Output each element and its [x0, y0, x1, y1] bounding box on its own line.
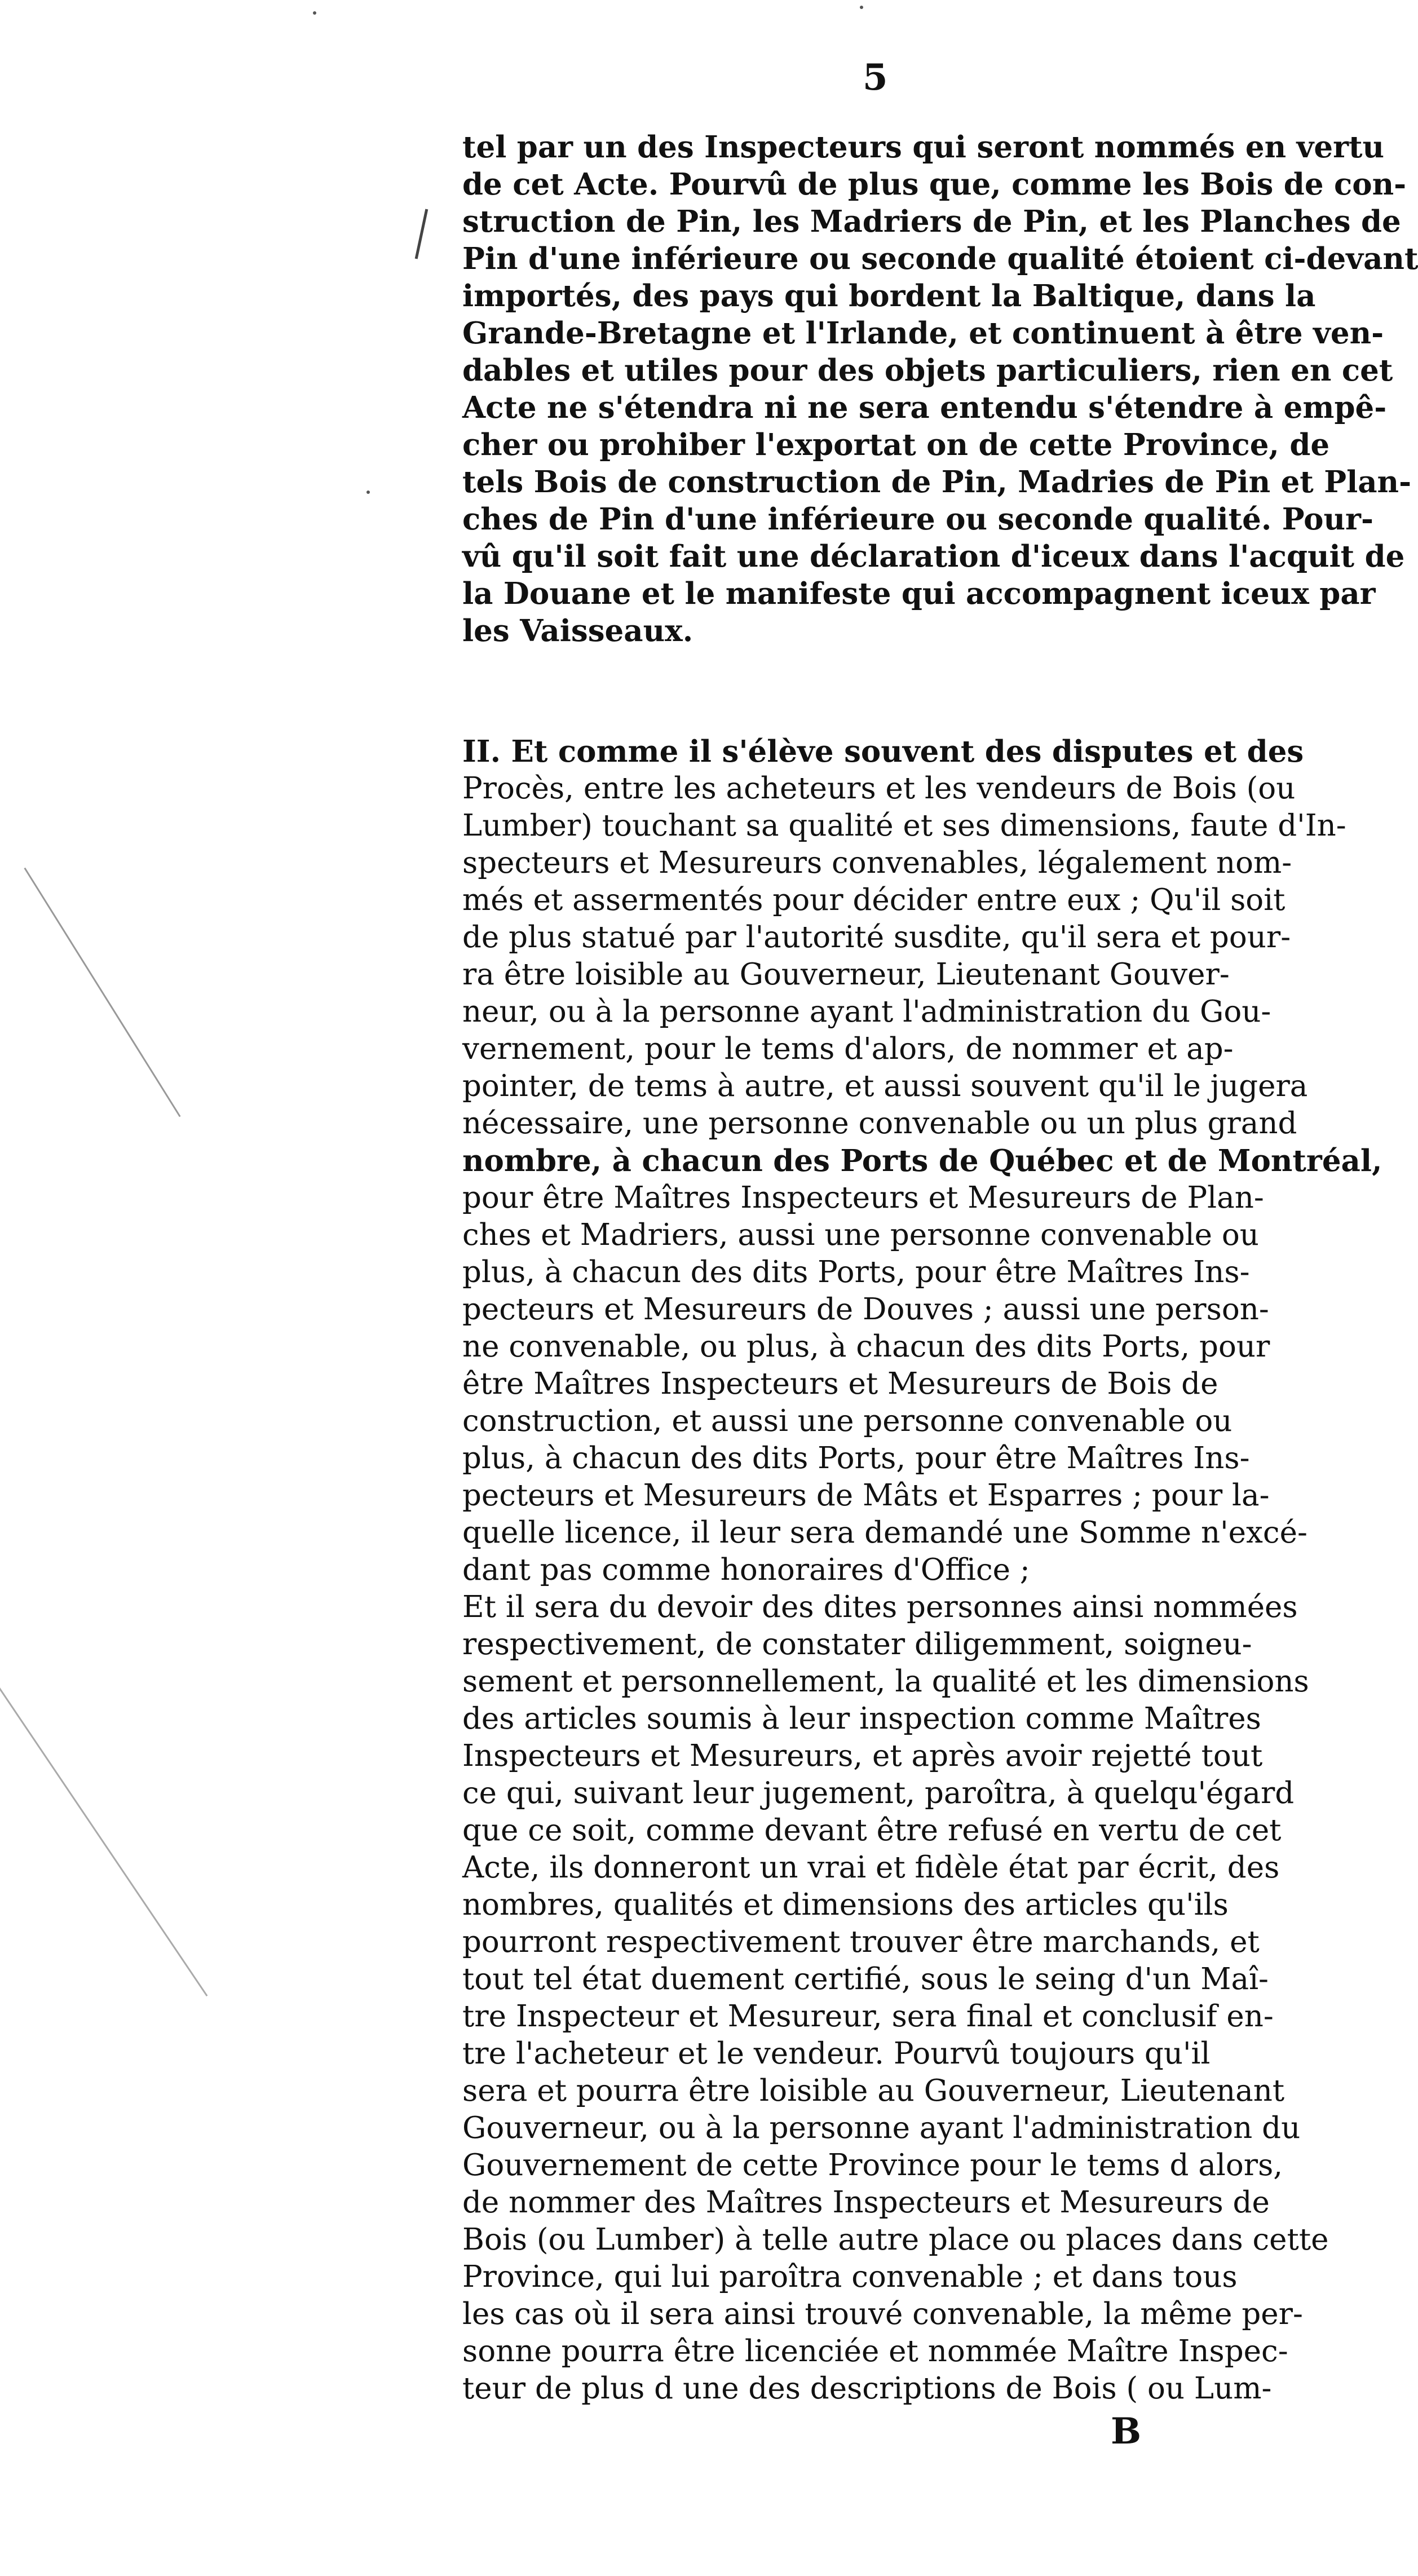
- text-line: être Maîtres Inspecteurs et Mesureurs de Bois de: [462, 1367, 1218, 1401]
- page-number: 5: [863, 56, 888, 99]
- text-line: Et il sera du devoir des dites personnes ainsi nommées: [462, 1590, 1298, 1624]
- scan-speck: [860, 6, 863, 9]
- text-line: Province, qui lui paroîtra convenable ; et dans tous: [462, 2260, 1238, 2294]
- text-line: respectivement, de constater diligemment, soigneu-: [462, 1627, 1252, 1662]
- text-line: des articles soumis à leur inspection comme Maîtres: [462, 1702, 1261, 1736]
- text-line: plus, à chacun des dits Ports, pour être Maîtres Ins-: [462, 1441, 1250, 1475]
- text-line: tout tel état duement certifié, sous le seing d'un Maî-: [462, 1962, 1269, 1996]
- text-line: la Douane et le manifeste qui accompagnent iceux par: [462, 576, 1376, 611]
- text-line: Procès, entre les acheteurs et les vendeurs de Bois (ou: [462, 771, 1296, 806]
- text-line: pourront respectivement trouver être marchands, et: [462, 1925, 1260, 1959]
- text-line: nombre, à chacun des Ports de Québec et de Montréal,: [462, 1143, 1382, 1178]
- text-line: dant pas comme honoraires d'Office ;: [462, 1553, 1030, 1587]
- text-line: ne convenable, ou plus, à chacun des dits Ports, pour: [462, 1329, 1270, 1364]
- scan-speck: [366, 491, 370, 494]
- text-line: plus, à chacun des dits Ports, pour être Maîtres Ins-: [462, 1255, 1250, 1289]
- text-line: que ce soit, comme devant être refusé en vertu de cet: [462, 1813, 1282, 1848]
- text-line: importés, des pays qui bordent la Baltique, dans la: [462, 279, 1316, 313]
- section-heading-line: II. Et comme il s'élève souvent des disputes et des: [462, 734, 1304, 769]
- text-line: ches de Pin d'une inférieure ou seconde qualité. Pour-: [462, 502, 1373, 537]
- text-line: specteurs et Mesureurs convenables, légalement nom-: [462, 846, 1292, 880]
- text-line: de plus statué par l'autorité susdite, qu'il sera et pour-: [462, 920, 1291, 955]
- text-line: Acte, ils donneront un vrai et fidèle état par écrit, des: [462, 1850, 1280, 1885]
- text-line: cher ou prohiber l'exportat on de cette Province, de: [462, 427, 1330, 462]
- text-line: Acte ne s'étendra ni ne sera entendu s'étendre à empê-: [462, 390, 1387, 425]
- text-line: teur de plus d une des descriptions de Bois ( ou Lum-: [462, 2371, 1272, 2406]
- text-line: Gouverneur, ou à la personne ayant l'administration du: [462, 2111, 1301, 2145]
- text-line: dables et utiles pour des objets particuliers, rien en cet: [462, 353, 1393, 388]
- text-line: Gouvernement de cette Province pour le tems d alors,: [462, 2148, 1283, 2182]
- scan-speck: [313, 11, 316, 15]
- text-line: sonne pourra être licenciée et nommée Maître Inspec-: [462, 2334, 1288, 2369]
- text-line: vernement, pour le tems d'alors, de nommer et ap-: [462, 1032, 1234, 1066]
- text-line: sera et pourra être loisible au Gouverneur, Lieutenant: [462, 2074, 1285, 2108]
- margin-pencil-stroke: [415, 209, 429, 259]
- text-line: més et assermentés pour décider entre eux ; Qu'il soit: [462, 883, 1286, 917]
- margin-diagonal-mark: [0, 1668, 207, 1996]
- text-line: construction, et aussi une personne convenable ou: [462, 1404, 1233, 1438]
- text-line: tels Bois de construction de Pin, Madries de Pin et Plan-: [462, 465, 1412, 500]
- text-line: tel par un des Inspecteurs qui seront nommés en vertu: [462, 130, 1385, 165]
- text-line: pointer, de tems à autre, et aussi souvent qu'il le jugera: [462, 1069, 1308, 1103]
- text-line: pecteurs et Mesureurs de Mâts et Esparres ; pour la-: [462, 1478, 1270, 1513]
- text-line: ce qui, suivant leur jugement, paroîtra, à quelqu'égard: [462, 1776, 1295, 1810]
- text-line: tre l'acheteur et le vendeur. Pourvû toujours qu'il: [462, 2036, 1211, 2071]
- text-line: les Vaisseaux.: [462, 613, 693, 648]
- text-line: ra être loisible au Gouverneur, Lieutenant Gouver-: [462, 957, 1230, 992]
- text-line: nécessaire, une personne convenable ou un plus grand: [462, 1106, 1297, 1141]
- text-line: Pin d'une inférieure ou seconde qualité étoient ci-devant: [462, 241, 1418, 276]
- text-line: Lumber) touchant sa qualité et ses dimensions, faute d'In-: [462, 808, 1346, 843]
- text-line: de cet Acte. Pourvû de plus que, comme les Bois de con-: [462, 167, 1407, 202]
- text-line: Grande-Bretagne et l'Irlande, et continuent à être ven-: [462, 316, 1384, 351]
- text-line: struction de Pin, les Madriers de Pin, et les Planches de: [462, 204, 1401, 239]
- text-line: quelle licence, il leur sera demandé une Somme n'excé-: [462, 1515, 1307, 1550]
- text-line: de nommer des Maîtres Inspecteurs et Mesureurs de: [462, 2185, 1270, 2220]
- text-line: ches et Madriers, aussi une personne convenable ou: [462, 1218, 1259, 1252]
- paragraph-2: [462, 733, 1382, 2407]
- text-line: sement et personnellement, la qualité et les dimensions: [462, 1664, 1309, 1699]
- text-line: Bois (ou Lumber) à telle autre place ou places dans cette: [462, 2222, 1329, 2257]
- text-line: pour être Maîtres Inspecteurs et Mesureurs de Plan-: [462, 1181, 1264, 1215]
- paragraph-1: [462, 129, 1418, 649]
- text-line: nombres, qualités et dimensions des articles qu'ils: [462, 1888, 1229, 1922]
- text-line: Inspecteurs et Mesureurs, et après avoir rejetté tout: [462, 1739, 1263, 1773]
- signature-mark: B: [1111, 2410, 1142, 2453]
- margin-diagonal-mark: [24, 868, 180, 1117]
- text-line: les cas où il sera ainsi trouvé convenable, la même per-: [462, 2297, 1303, 2331]
- text-line: pecteurs et Mesureurs de Douves ; aussi une person-: [462, 1292, 1269, 1327]
- text-line: tre Inspecteur et Mesureur, sera final et conclusif en-: [462, 1999, 1274, 2034]
- text-line: neur, ou à la personne ayant l'administration du Gou-: [462, 995, 1271, 1029]
- text-line: vû qu'il soit fait une déclaration d'iceux dans l'acquit de: [462, 539, 1405, 574]
